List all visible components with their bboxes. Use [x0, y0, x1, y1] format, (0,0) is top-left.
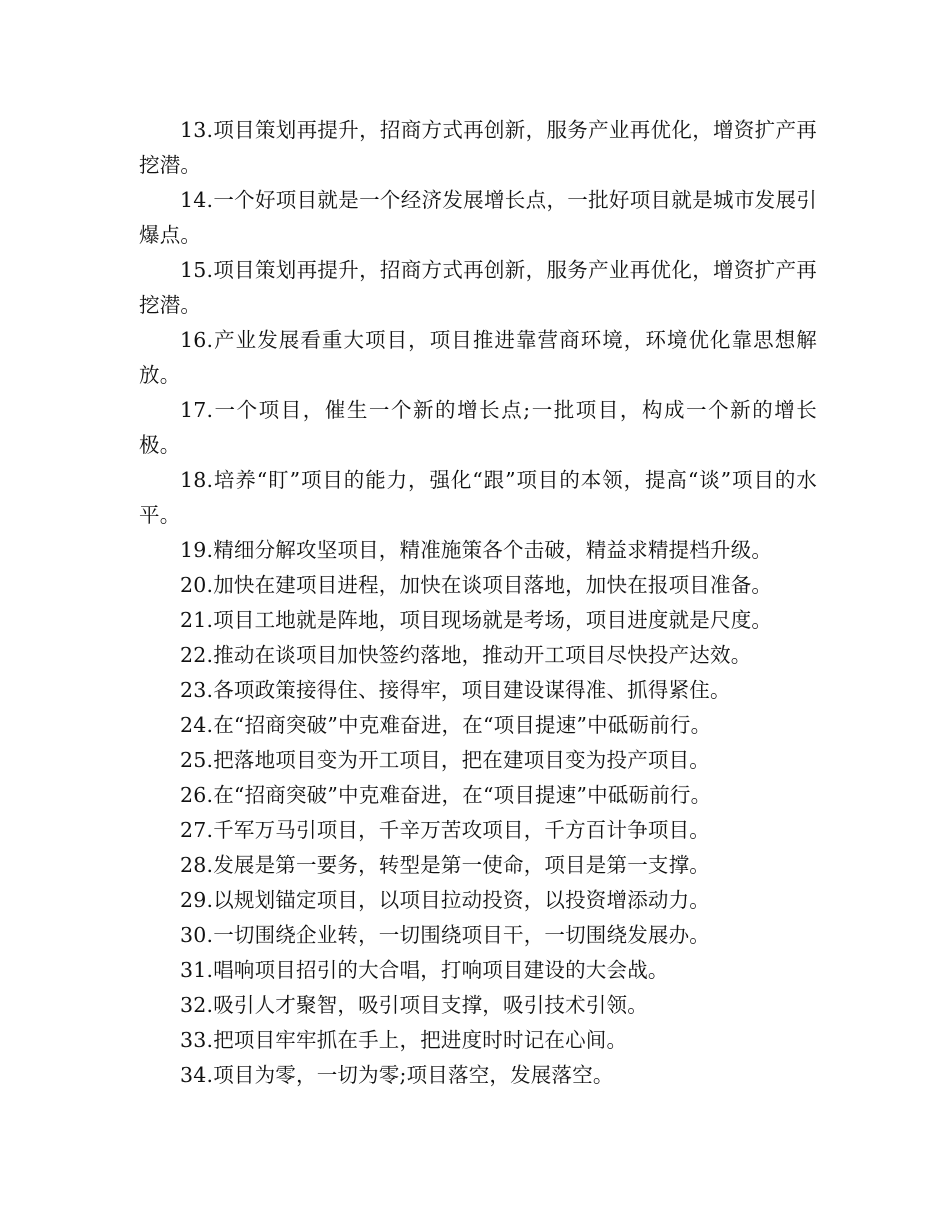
paragraph-20: 20.加快在建项目进程，加快在谈项目落地，加快在报项目准备。: [180, 573, 773, 597]
paragraph-18: 18.培养“盯”项目的能力，强化“跟”项目的本领，提高“谈”项目的水平。: [139, 468, 817, 527]
paragraph-19: 19.精细分解攻坚项目，精准施策各个击破，精益求精提档升级。: [180, 538, 773, 562]
paragraph-16: 16.产业发展看重大项目，项目推进靠营商环境，环境优化靠思想解放。: [139, 328, 817, 387]
paragraph-23: 23.各项政策接得住、接得牢，项目建设谋得准、抓得紧住。: [180, 678, 731, 702]
paragraph-30: 30.一切围绕企业转，一切围绕项目干，一切围绕发展办。: [180, 923, 711, 947]
paragraph-22: 22.推动在谈项目加快签约落地，推动开工项目尽快投产达效。: [180, 643, 752, 667]
paragraph-15: 15.项目策划再提升，招商方式再创新，服务产业再优化，增资扩产再挖潜。: [139, 258, 817, 317]
paragraph-28: 28.发展是第一要务，转型是第一使命，项目是第一支撑。: [180, 853, 711, 877]
paragraph-13: 13.项目策划再提升，招商方式再创新，服务产业再优化，增资扩产再挖潜。: [139, 118, 817, 177]
paragraph-26: 26.在“招商突破”中克难奋进，在“项目提速”中砥砺前行。: [180, 783, 712, 807]
paragraph-24: 24.在“招商突破”中克难奋进，在“项目提速”中砥砺前行。: [180, 713, 712, 737]
paragraph-14: 14.一个好项目就是一个经济发展增长点，一批好项目就是城市发展引爆点。: [139, 188, 817, 247]
paragraph-27: 27.千军万马引项目，千辛万苦攻项目，千方百计争项目。: [180, 818, 711, 842]
paragraph-32: 32.吸引人才聚智，吸引项目支撑，吸引技术引领。: [180, 993, 648, 1017]
paragraph-17: 17.一个项目，催生一个新的增长点;一批项目，构成一个新的增长极。: [139, 398, 817, 457]
document-body: [139, 113, 817, 1093]
paragraph-31: 31.唱响项目招引的大合唱，打响项目建设的大会战。: [180, 958, 669, 982]
paragraph-34: 34.项目为零，一切为零;项目落空，发展落空。: [180, 1063, 614, 1087]
paragraph-29: 29.以规划锚定项目，以项目拉动投资，以投资增添动力。: [180, 888, 711, 912]
paragraph-33: 33.把项目牢牢抓在手上，把进度时时记在心间。: [180, 1028, 628, 1052]
paragraph-21: 21.项目工地就是阵地，项目现场就是考场，项目进度就是尺度。: [180, 608, 773, 632]
paragraph-25: 25.把落地项目变为开工项目，把在建项目变为投产项目。: [180, 748, 711, 772]
